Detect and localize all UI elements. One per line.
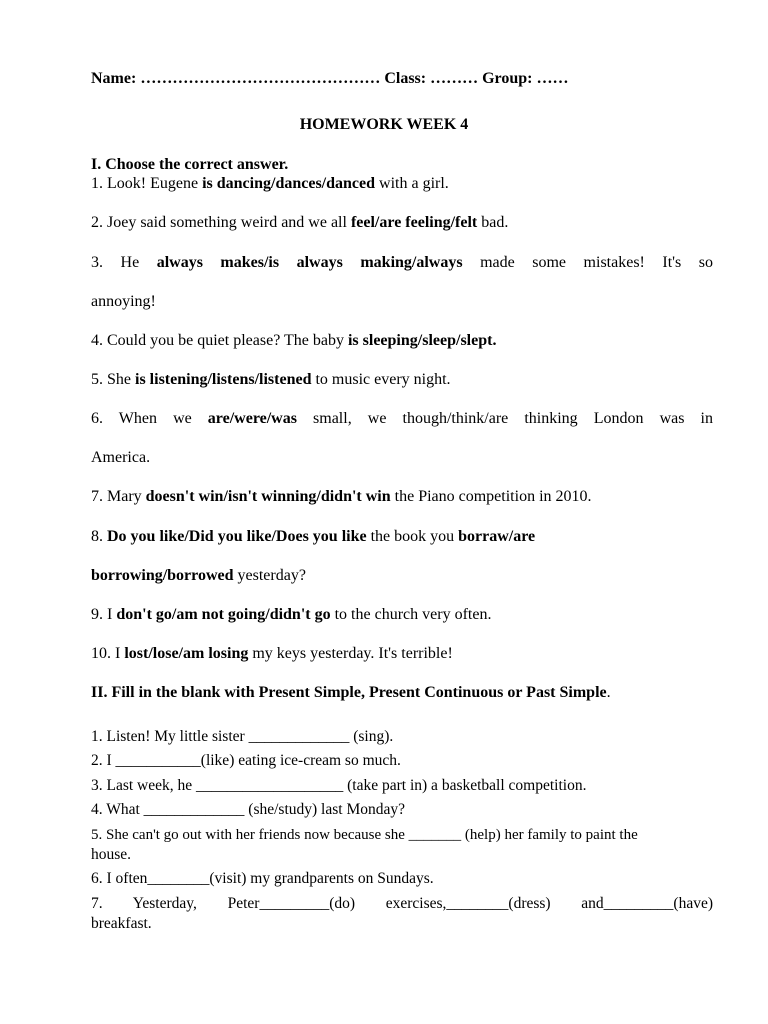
fill-item-2: 2. I ___________(like) eating ice-cream so much. <box>91 752 401 769</box>
question-6: 6. When we are/were/was small, we though/think/are thinking London was in <box>91 410 713 427</box>
answer-options: Do you like/Did you like/Does you like <box>107 528 367 545</box>
fill-item-5-continued: house. <box>91 846 132 863</box>
name-label: Name: <box>91 70 137 87</box>
answer-options: is listening/listens/listened <box>135 371 312 388</box>
section-1-heading: I. Choose the correct answer. <box>91 156 289 173</box>
student-info-line <box>91 69 713 89</box>
fill-item-5: 5. She can't go out with her friends now because she _______ (help) her family to paint the <box>91 827 638 843</box>
fill-item-3: 3. Last week, he ___________________ (take part in) a basketball competition. <box>91 777 587 794</box>
answer-options: is sleeping/sleep/slept. <box>347 332 497 349</box>
answer-options: don't go/am not going/didn't go <box>116 606 331 623</box>
question-2: 2. Joey said something weird and we all feel/are feeling/felt bad. <box>91 214 509 231</box>
section-2-heading: II. Fill in the blank with Present Simple, Present Continuous or Past Simple. <box>91 684 611 701</box>
answer-options: always makes/is always making/always <box>156 254 463 271</box>
class-label: Class: <box>384 70 427 87</box>
fill-item-4: 4. What _____________ (she/study) last Monday? <box>91 801 405 818</box>
fill-item-1: 1. Listen! My little sister _____________ (sing). <box>91 728 394 745</box>
question-1: 1. Look! Eugene is dancing/dances/danced with a girl. <box>91 175 449 192</box>
answer-options-2: borraw/are <box>458 528 536 545</box>
question-10: 10. I lost/lose/am losing my keys yesterday. It's terrible! <box>91 645 453 662</box>
answer-options: feel/are feeling/felt <box>350 214 478 231</box>
name-field[interactable]: ……………………………………… <box>140 70 381 87</box>
question-6-continued: America. <box>91 449 151 466</box>
answer-options: lost/lose/am losing <box>124 645 249 662</box>
fill-item-7: 7. Yesterday, Peter_________(do) exercises,________(dress) and_________(have) <box>91 895 713 912</box>
question-8-continued: borrowing/borrowed yesterday? <box>91 567 306 584</box>
question-9: 9. I don't go/am not going/didn't go to the church very often. <box>91 606 492 623</box>
group-label: Group: <box>482 70 533 87</box>
class-field[interactable]: ……… <box>430 70 479 87</box>
question-3: 3. He always makes/is always making/always made some mistakes! It's so <box>91 254 714 271</box>
group-field[interactable]: …… <box>536 70 569 87</box>
fill-item-6: 6. I often________(visit) my grandparents on Sundays. <box>91 870 434 887</box>
question-3-continued: annoying! <box>91 293 156 310</box>
answer-options: is dancing/dances/danced <box>202 175 376 192</box>
page-title: HOMEWORK WEEK 4 <box>299 116 469 133</box>
question-7: 7. Mary doesn't win/isn't winning/didn't win the Piano competition in 2010. <box>91 488 592 505</box>
question-8: 8. Do you like/Did you like/Does you like the book you borraw/are <box>91 528 536 545</box>
question-4: 4. Could you be quiet please? The baby is sleeping/sleep/slept. <box>91 332 497 349</box>
question-5: 5. She is listening/listens/listened to music every night. <box>91 371 451 388</box>
answer-options: are/were/was <box>207 410 297 427</box>
fill-item-7-continued: breakfast. <box>91 915 152 932</box>
answer-options: doesn't win/isn't winning/didn't win <box>145 488 391 505</box>
